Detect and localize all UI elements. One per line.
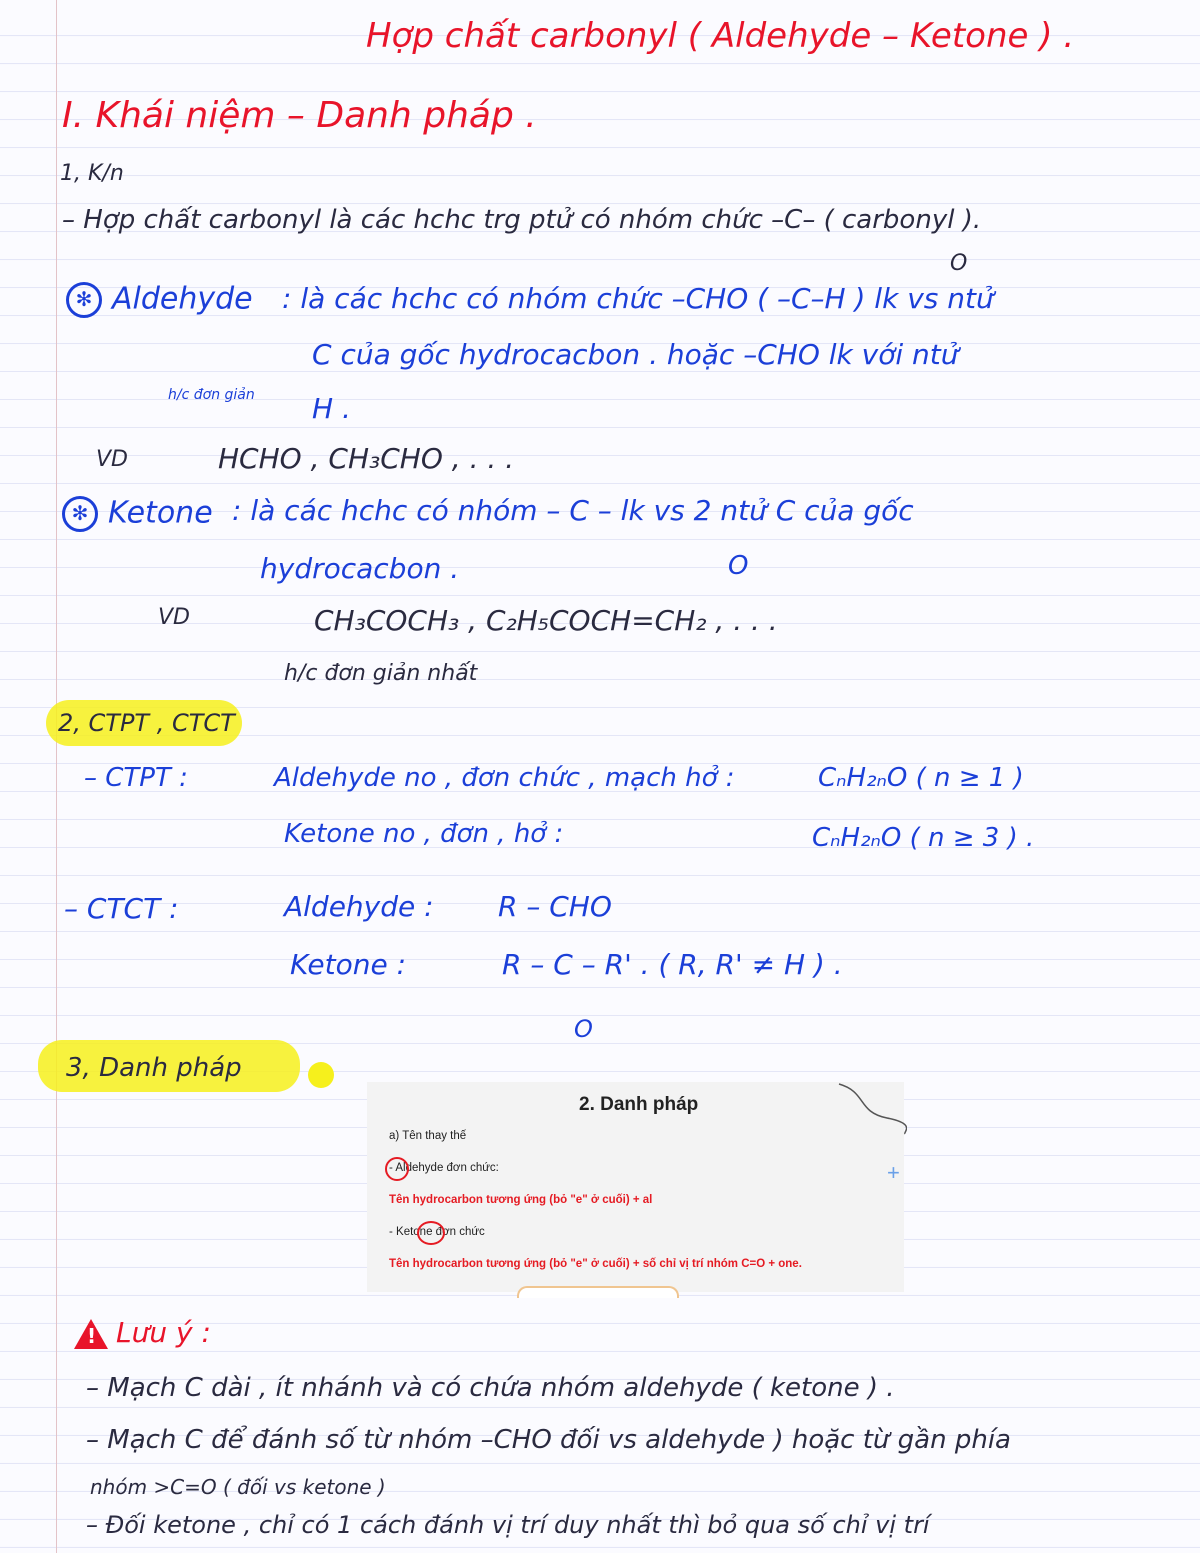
ctct-ketone: Ketone :: [290, 948, 407, 981]
warning-icon: [74, 1319, 108, 1349]
ctpt-aldehyde-formula: CₙH₂ₙO ( n ≥ 1 ): [818, 763, 1024, 793]
page-curl-line: [837, 1082, 907, 1136]
subsection-1: 1, K/n: [60, 161, 124, 186]
ketone-heading: [62, 496, 213, 532]
example-label-1: VD: [96, 447, 128, 472]
star-bullet-icon: ✻: [66, 282, 102, 318]
plus-icon: +: [887, 1160, 900, 1185]
pasted-slide-image: [367, 1082, 904, 1292]
pen-circle-mark: [385, 1157, 409, 1181]
highlight-dot: [308, 1062, 334, 1088]
aldehyde-label: Aldehyde: [112, 281, 253, 317]
slide-aldehyde-rule: Tên hydrocarbon tương ứng (bỏ "e" ở cuối) + al: [389, 1194, 653, 1206]
ketone-examples: CH₃COCH₃ , C₂H₅COCH=CH₂ , . . .: [314, 604, 778, 637]
slide-substitute-name: a) Tên thay thế: [389, 1130, 467, 1142]
aldehyde-examples: HCHO , CH₃CHO , . . .: [218, 442, 515, 475]
ketone-label: Ketone: [108, 495, 213, 531]
note-heading-text: Lưu ý :: [116, 1316, 211, 1349]
ketone-note: h/c đơn giản nhất: [284, 661, 478, 686]
note-heading: [74, 1318, 211, 1349]
note-line-3: nhóm >C=O ( đối vs ketone ): [90, 1475, 386, 1499]
note-line-2: – Mạch C để đánh số từ nhóm –CHO đối vs aldehyde ) hoặc từ gần phía: [86, 1425, 1011, 1455]
subsection-2: 2, CTPT , CTCT: [58, 709, 235, 737]
star-bullet-icon: ✻: [62, 496, 98, 532]
slide-title: 2. Danh pháp: [579, 1094, 699, 1115]
ctpt-ketone: Ketone no , đơn , hở :: [284, 819, 564, 849]
section-heading: I. Khái niệm – Danh pháp .: [62, 95, 537, 136]
ctpt-label: – CTPT :: [84, 763, 188, 793]
ctpt-ketone-formula: CₙH₂ₙO ( n ≥ 3 ) .: [812, 823, 1035, 853]
ctct-label: – CTCT :: [64, 892, 179, 925]
ketone-line-2: hydrocacbon .: [260, 552, 460, 585]
slide-button-edge: [517, 1286, 679, 1298]
aldehyde-heading: [66, 282, 253, 318]
aldehyde-note: h/c đơn giản: [168, 387, 255, 403]
example-label-2: VD: [158, 605, 190, 630]
ctct-aldehyde: Aldehyde :: [284, 890, 434, 923]
ctpt-aldehyde: Aldehyde no , đơn chức , mạch hở :: [274, 763, 735, 793]
subsection-3: 3, Danh pháp: [66, 1053, 242, 1083]
slide-ketone-rule: Tên hydrocarbon tương ứng (bỏ "e" ở cuối) + số chỉ vị trí nhóm C=O + one.: [389, 1258, 802, 1270]
pen-circle-mark: [417, 1221, 445, 1245]
ketone-oxygen: O: [728, 551, 749, 581]
carbonyl-definition: – Hợp chất carbonyl là các hchc trg ptử có nhóm chức –C– ( carbonyl ).: [62, 205, 982, 235]
slide-ketone: - Ketone đơn chức: [389, 1226, 485, 1238]
ketone-line-1: : là các hchc có nhóm – C – lk vs 2 ntử C của gốc: [232, 494, 914, 527]
ctct-ketone-formula: R – C – R' . ( R, R' ≠ H ) .: [502, 948, 843, 981]
ctct-oxygen: O: [574, 1015, 593, 1043]
note-line-4: – Đối ketone , chỉ có 1 cách đánh vị trí duy nhất thì bỏ qua số chỉ vị trí: [86, 1511, 930, 1539]
aldehyde-line-1: : là các hchc có nhóm chức –CHO ( –C–H ) lk vs ntử: [282, 282, 994, 315]
slide-aldehyde: - Aldehyde đơn chức:: [389, 1162, 499, 1174]
aldehyde-line-3: H .: [312, 392, 351, 425]
carbonyl-oxygen: O: [950, 251, 968, 276]
note-line-1: – Mạch C dài , ít nhánh và có chứa nhóm aldehyde ( ketone ) .: [86, 1373, 895, 1403]
ctct-aldehyde-formula: R – CHO: [498, 890, 612, 923]
aldehyde-line-2: C của gốc hydrocacbon . hoặc –CHO lk với ntử: [312, 338, 959, 371]
page-title: Hợp chất carbonyl ( Aldehyde – Ketone ) .: [366, 16, 1075, 56]
margin-line: [56, 0, 57, 1553]
